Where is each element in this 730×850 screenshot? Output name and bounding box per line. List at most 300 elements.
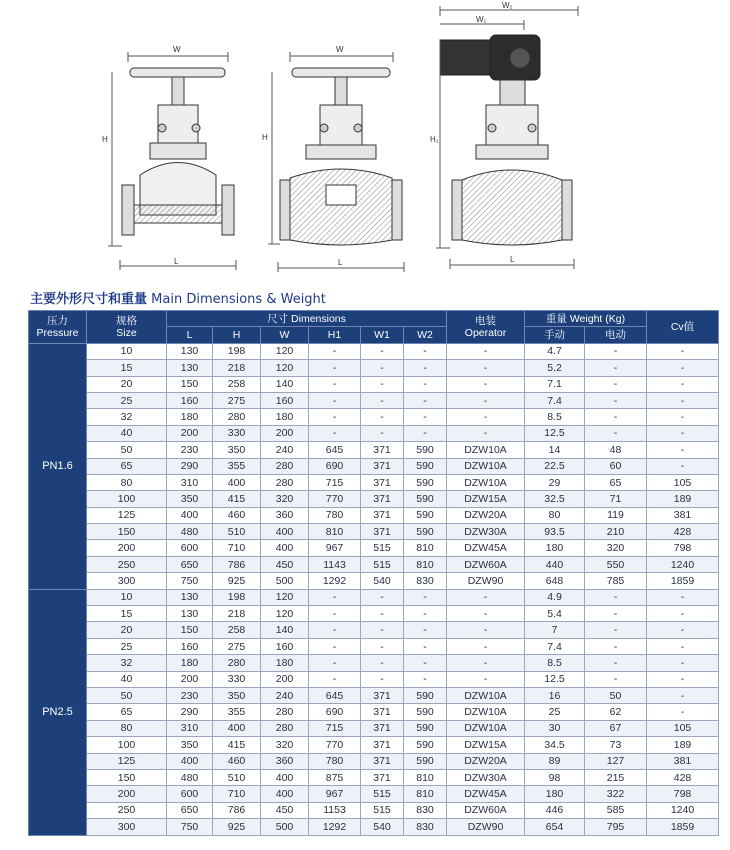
w2-cell: - (404, 425, 447, 441)
weight-electric-cell: 550 (585, 556, 647, 572)
operator-cell: DZW10A (447, 442, 525, 458)
weight-electric-cell: 320 (585, 540, 647, 556)
w2-cell: - (404, 589, 447, 605)
weight-electric-cell: - (585, 343, 647, 359)
operator-cell: DZW60A (447, 802, 525, 818)
w2-cell: - (404, 622, 447, 638)
w-cell: 280 (261, 474, 309, 490)
h-cell: 275 (213, 392, 261, 408)
header-col-l: L (167, 327, 213, 343)
l-cell: 160 (167, 392, 213, 408)
w-cell: 120 (261, 589, 309, 605)
h-cell: 786 (213, 802, 261, 818)
cv-cell: 798 (647, 786, 719, 802)
l-cell: 130 (167, 606, 213, 622)
l-cell: 650 (167, 556, 213, 572)
table-row (29, 638, 719, 654)
w1-cell: 371 (361, 491, 404, 507)
h1-cell: - (309, 589, 361, 605)
h-cell: 330 (213, 671, 261, 687)
l-cell: 290 (167, 458, 213, 474)
w1-cell: 371 (361, 687, 404, 703)
table-row (29, 737, 719, 753)
operator-cell: - (447, 409, 525, 425)
size-cell: 50 (87, 442, 167, 458)
w-cell: 320 (261, 491, 309, 507)
weight-manual-cell: 16 (525, 687, 585, 703)
w-cell: 140 (261, 622, 309, 638)
w1-cell: 540 (361, 819, 404, 835)
w2-cell: 590 (404, 507, 447, 523)
operator-cell: DZW20A (447, 507, 525, 523)
weight-electric-cell: - (585, 622, 647, 638)
header-operator: 电装 Operator (447, 311, 525, 344)
size-cell: 80 (87, 474, 167, 490)
size-cell: 150 (87, 524, 167, 540)
cv-cell: 1240 (647, 802, 719, 818)
w1-cell: - (361, 409, 404, 425)
table-row (29, 589, 719, 605)
cv-cell: - (647, 360, 719, 376)
w2-cell: - (404, 343, 447, 359)
w1-cell: - (361, 655, 404, 671)
table-row (29, 474, 719, 490)
w1-cell: - (361, 343, 404, 359)
w-cell: 280 (261, 458, 309, 474)
size-cell: 250 (87, 556, 167, 572)
weight-manual-cell: 440 (525, 556, 585, 572)
w1-cell: 371 (361, 524, 404, 540)
w2-cell: - (404, 671, 447, 687)
table-row (29, 753, 719, 769)
w1-cell: 371 (361, 442, 404, 458)
h1-cell: 770 (309, 737, 361, 753)
header-pressure: 压力 Pressure (29, 311, 87, 344)
h1-cell: 645 (309, 442, 361, 458)
w-cell: 280 (261, 720, 309, 736)
w1-cell: - (361, 606, 404, 622)
h-cell: 355 (213, 704, 261, 720)
drawing2-w-label: W (336, 45, 344, 54)
drawing3-l-label: L (510, 255, 515, 264)
h1-cell: 715 (309, 720, 361, 736)
w1-cell: 371 (361, 704, 404, 720)
w1-cell: 515 (361, 786, 404, 802)
l-cell: 200 (167, 425, 213, 441)
weight-manual-cell: 4.7 (525, 343, 585, 359)
h-cell: 710 (213, 540, 261, 556)
h1-cell: 780 (309, 753, 361, 769)
h-cell: 218 (213, 360, 261, 376)
weight-manual-cell: 32.5 (525, 491, 585, 507)
weight-manual-cell: 4.9 (525, 589, 585, 605)
cv-cell: 381 (647, 507, 719, 523)
w-cell: 200 (261, 425, 309, 441)
h-cell: 400 (213, 720, 261, 736)
size-cell: 25 (87, 392, 167, 408)
weight-electric-cell: 65 (585, 474, 647, 490)
weight-manual-cell: 12.5 (525, 671, 585, 687)
w-cell: 160 (261, 392, 309, 408)
w-cell: 180 (261, 655, 309, 671)
table-row (29, 343, 719, 359)
drawing1-w-label: W (173, 45, 181, 54)
size-cell: 32 (87, 655, 167, 671)
operator-cell: DZW10A (447, 458, 525, 474)
cv-cell: 1859 (647, 573, 719, 589)
l-cell: 180 (167, 409, 213, 425)
h-cell: 258 (213, 376, 261, 392)
h-cell: 275 (213, 638, 261, 654)
weight-electric-cell: - (585, 360, 647, 376)
cv-cell: - (647, 589, 719, 605)
l-cell: 650 (167, 802, 213, 818)
l-cell: 350 (167, 737, 213, 753)
size-cell: 150 (87, 769, 167, 785)
w-cell: 280 (261, 704, 309, 720)
section-title (30, 288, 326, 307)
size-cell: 250 (87, 802, 167, 818)
w2-cell: - (404, 376, 447, 392)
w2-cell: 590 (404, 524, 447, 540)
pressure-class-cell: PN2.5 (29, 589, 87, 835)
w-cell: 120 (261, 606, 309, 622)
l-cell: 150 (167, 622, 213, 638)
l-cell: 230 (167, 687, 213, 703)
table-row (29, 376, 719, 392)
h1-cell: 875 (309, 769, 361, 785)
weight-electric-cell: 127 (585, 753, 647, 769)
cv-cell: - (647, 704, 719, 720)
cv-cell: - (647, 671, 719, 687)
cv-cell: - (647, 638, 719, 654)
w-cell: 140 (261, 376, 309, 392)
l-cell: 130 (167, 360, 213, 376)
drawing3-w2-label: W₂ (502, 1, 513, 10)
w2-cell: 810 (404, 769, 447, 785)
w1-cell: 371 (361, 737, 404, 753)
w1-cell: 371 (361, 458, 404, 474)
size-cell: 40 (87, 671, 167, 687)
h1-cell: - (309, 606, 361, 622)
weight-electric-cell: - (585, 425, 647, 441)
weight-manual-cell: 22.5 (525, 458, 585, 474)
h1-cell: 967 (309, 786, 361, 802)
h1-cell: 690 (309, 704, 361, 720)
cv-cell: - (647, 458, 719, 474)
weight-manual-cell: 29 (525, 474, 585, 490)
weight-manual-cell: 654 (525, 819, 585, 835)
w-cell: 360 (261, 507, 309, 523)
h-cell: 350 (213, 442, 261, 458)
h-cell: 198 (213, 343, 261, 359)
h-cell: 925 (213, 819, 261, 835)
l-cell: 310 (167, 474, 213, 490)
l-cell: 130 (167, 343, 213, 359)
cv-cell: - (647, 442, 719, 458)
weight-electric-cell: 322 (585, 786, 647, 802)
h-cell: 400 (213, 474, 261, 490)
h1-cell: 1292 (309, 819, 361, 835)
table-row (29, 458, 719, 474)
table-row (29, 655, 719, 671)
pressure-class-cell: PN1.6 (29, 343, 87, 589)
operator-cell: DZW20A (447, 753, 525, 769)
drawing2-l-label: L (338, 258, 343, 267)
size-cell: 10 (87, 343, 167, 359)
w1-cell: - (361, 425, 404, 441)
table-row (29, 606, 719, 622)
table-row (29, 556, 719, 572)
l-cell: 150 (167, 376, 213, 392)
w1-cell: - (361, 589, 404, 605)
table-row (29, 786, 719, 802)
table-row (29, 425, 719, 441)
w-cell: 450 (261, 802, 309, 818)
w2-cell: 830 (404, 802, 447, 818)
w1-cell: 371 (361, 507, 404, 523)
weight-manual-cell: 80 (525, 507, 585, 523)
size-cell: 300 (87, 819, 167, 835)
h-cell: 415 (213, 491, 261, 507)
weight-electric-cell: 62 (585, 704, 647, 720)
cv-cell: - (647, 425, 719, 441)
w1-cell: 371 (361, 720, 404, 736)
w-cell: 180 (261, 409, 309, 425)
w2-cell: 590 (404, 442, 447, 458)
operator-cell: - (447, 606, 525, 622)
l-cell: 130 (167, 589, 213, 605)
table-row (29, 720, 719, 736)
valve-drawing-section (268, 52, 404, 272)
operator-cell: DZW45A (447, 540, 525, 556)
table-row (29, 802, 719, 818)
dimensions-table (28, 310, 719, 836)
weight-electric-cell: - (585, 606, 647, 622)
size-cell: 10 (87, 589, 167, 605)
size-cell: 50 (87, 687, 167, 703)
weight-electric-cell: - (585, 655, 647, 671)
table-row (29, 540, 719, 556)
size-cell: 40 (87, 425, 167, 441)
l-cell: 160 (167, 638, 213, 654)
w1-cell: 540 (361, 573, 404, 589)
drawing2-h-label: H (262, 133, 268, 142)
operator-cell: - (447, 622, 525, 638)
weight-manual-cell: 7.1 (525, 376, 585, 392)
h1-cell: - (309, 392, 361, 408)
size-cell: 15 (87, 360, 167, 376)
size-cell: 65 (87, 704, 167, 720)
cv-cell: 189 (647, 491, 719, 507)
l-cell: 310 (167, 720, 213, 736)
weight-manual-cell: 14 (525, 442, 585, 458)
operator-cell: - (447, 671, 525, 687)
w1-cell: - (361, 671, 404, 687)
w2-cell: - (404, 606, 447, 622)
weight-manual-cell: 30 (525, 720, 585, 736)
l-cell: 230 (167, 442, 213, 458)
weight-electric-cell: 48 (585, 442, 647, 458)
table-body (29, 343, 719, 835)
header-col-w: W (261, 327, 309, 343)
weight-manual-cell: 89 (525, 753, 585, 769)
weight-electric-cell: 71 (585, 491, 647, 507)
weight-electric-cell: - (585, 589, 647, 605)
h-cell: 460 (213, 507, 261, 523)
size-cell: 200 (87, 786, 167, 802)
valve-drawings (0, 0, 730, 285)
table-row (29, 573, 719, 589)
operator-cell: - (447, 392, 525, 408)
w2-cell: - (404, 409, 447, 425)
l-cell: 750 (167, 573, 213, 589)
weight-manual-cell: 7 (525, 622, 585, 638)
w-cell: 400 (261, 524, 309, 540)
w2-cell: 590 (404, 491, 447, 507)
table-row (29, 769, 719, 785)
drawing1-l-label: L (174, 257, 179, 266)
h1-cell: - (309, 425, 361, 441)
operator-cell: DZW90 (447, 819, 525, 835)
w-cell: 400 (261, 540, 309, 556)
w1-cell: - (361, 622, 404, 638)
cv-cell: 105 (647, 474, 719, 490)
h1-cell: 770 (309, 491, 361, 507)
weight-manual-cell: 7.4 (525, 392, 585, 408)
w2-cell: 810 (404, 786, 447, 802)
w-cell: 120 (261, 360, 309, 376)
h-cell: 925 (213, 573, 261, 589)
operator-cell: DZW30A (447, 769, 525, 785)
l-cell: 180 (167, 655, 213, 671)
size-cell: 125 (87, 753, 167, 769)
section-title-zh: 主要外形尺寸和重量 (30, 292, 148, 307)
operator-cell: DZW60A (447, 556, 525, 572)
weight-manual-cell: 12.5 (525, 425, 585, 441)
size-cell: 20 (87, 376, 167, 392)
weight-electric-cell: 50 (585, 687, 647, 703)
cv-cell: - (647, 687, 719, 703)
table-row (29, 360, 719, 376)
w1-cell: - (361, 638, 404, 654)
weight-manual-cell: 34.5 (525, 737, 585, 753)
cv-cell: 105 (647, 720, 719, 736)
table-row (29, 671, 719, 687)
h1-cell: 1153 (309, 802, 361, 818)
operator-cell: DZW30A (447, 524, 525, 540)
l-cell: 600 (167, 540, 213, 556)
cv-cell: - (647, 655, 719, 671)
drawing3-h1-label: H₁ (430, 135, 439, 144)
h1-cell: 810 (309, 524, 361, 540)
operator-cell: DZW90 (447, 573, 525, 589)
header-col-h1: H1 (309, 327, 361, 343)
w-cell: 240 (261, 687, 309, 703)
cv-cell: 189 (647, 737, 719, 753)
cv-cell: 798 (647, 540, 719, 556)
w2-cell: 590 (404, 704, 447, 720)
weight-electric-cell: - (585, 671, 647, 687)
weight-electric-cell: - (585, 638, 647, 654)
header-col-h: H (213, 327, 261, 343)
w2-cell: 590 (404, 687, 447, 703)
w1-cell: 515 (361, 802, 404, 818)
weight-electric-cell: 119 (585, 507, 647, 523)
weight-manual-cell: 5.2 (525, 360, 585, 376)
size-cell: 15 (87, 606, 167, 622)
table-row (29, 704, 719, 720)
h1-cell: - (309, 655, 361, 671)
table-row (29, 442, 719, 458)
size-cell: 65 (87, 458, 167, 474)
weight-manual-cell: 446 (525, 802, 585, 818)
w-cell: 400 (261, 769, 309, 785)
weight-electric-cell: - (585, 376, 647, 392)
w-cell: 500 (261, 819, 309, 835)
operator-cell: DZW10A (447, 704, 525, 720)
operator-cell: - (447, 655, 525, 671)
h1-cell: 967 (309, 540, 361, 556)
w-cell: 450 (261, 556, 309, 572)
h-cell: 710 (213, 786, 261, 802)
cv-cell: 1859 (647, 819, 719, 835)
w1-cell: - (361, 360, 404, 376)
operator-cell: - (447, 638, 525, 654)
weight-manual-cell: 8.5 (525, 655, 585, 671)
h-cell: 460 (213, 753, 261, 769)
h-cell: 786 (213, 556, 261, 572)
h-cell: 218 (213, 606, 261, 622)
h1-cell: 690 (309, 458, 361, 474)
h1-cell: 1143 (309, 556, 361, 572)
h-cell: 510 (213, 524, 261, 540)
weight-manual-cell: 93.5 (525, 524, 585, 540)
w2-cell: 590 (404, 474, 447, 490)
l-cell: 400 (167, 753, 213, 769)
cv-cell: 1240 (647, 556, 719, 572)
weight-manual-cell: 180 (525, 786, 585, 802)
h1-cell: - (309, 671, 361, 687)
w2-cell: 810 (404, 556, 447, 572)
size-cell: 20 (87, 622, 167, 638)
l-cell: 200 (167, 671, 213, 687)
section-title-en: Main Dimensions & Weight (151, 292, 326, 307)
h-cell: 355 (213, 458, 261, 474)
cv-cell: 428 (647, 769, 719, 785)
header-col-w2: W2 (404, 327, 447, 343)
w2-cell: 810 (404, 540, 447, 556)
w2-cell: 590 (404, 753, 447, 769)
h1-cell: - (309, 343, 361, 359)
weight-manual-cell: 98 (525, 769, 585, 785)
w2-cell: 590 (404, 458, 447, 474)
w1-cell: 371 (361, 474, 404, 490)
w-cell: 360 (261, 753, 309, 769)
table-row (29, 507, 719, 523)
header-col-w1: W1 (361, 327, 404, 343)
w2-cell: - (404, 360, 447, 376)
w2-cell: 830 (404, 819, 447, 835)
operator-cell: DZW10A (447, 720, 525, 736)
h-cell: 258 (213, 622, 261, 638)
w2-cell: 590 (404, 720, 447, 736)
weight-electric-cell: - (585, 409, 647, 425)
operator-cell: - (447, 589, 525, 605)
cv-cell: 428 (647, 524, 719, 540)
w-cell: 320 (261, 737, 309, 753)
h-cell: 198 (213, 589, 261, 605)
